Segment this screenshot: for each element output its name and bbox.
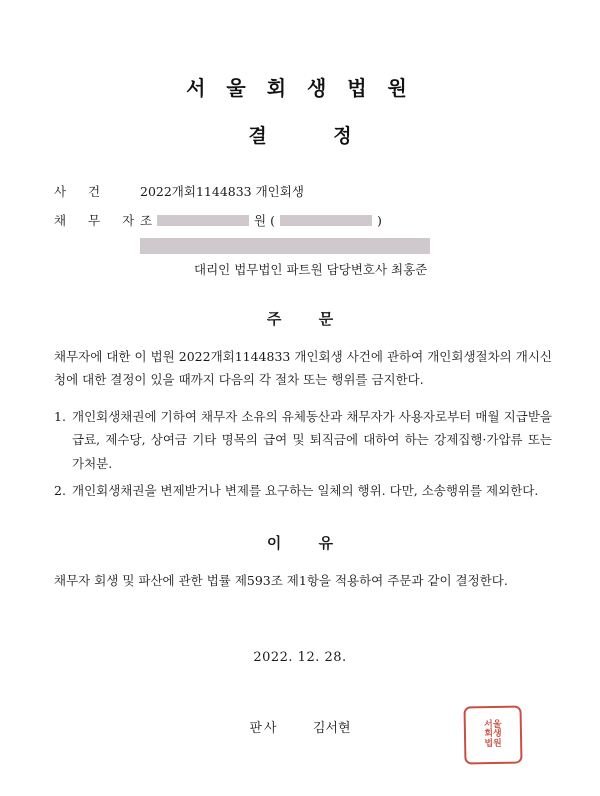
list-item (54, 405, 552, 474)
debtor-label: 채 무 자 (54, 213, 144, 228)
reason-body (0, 569, 600, 592)
attorney-line: 대리인 법무법인 파트원 담당변호사 최홍준 (194, 262, 428, 277)
redaction-block-name (157, 215, 249, 226)
debtor-suffix: 원 (254, 213, 267, 228)
redaction-block-id (280, 215, 372, 226)
list-item-number: 2. (54, 482, 66, 498)
list-item-text: 개인회생채권에 기하여 채무자 소유의 유체동산과 채무자가 사용자로부터 매월 지급받을 급료, 제수당, 상여금 기타 명목의 급여 및 퇴직금에 대하여 하는 강제집행·가압류 또는 가처분. (72, 409, 552, 471)
reason-heading: 이 유 (266, 533, 350, 552)
order-item-list (0, 405, 600, 502)
debtor-value (140, 211, 546, 229)
decision-date: 2022. 12. 28. (253, 649, 347, 665)
case-metadata (0, 182, 600, 278)
reason-paragraph: 채무자 회생 및 파산에 관한 법률 제593조 제1항을 적용하여 주문과 같이 결정한다. (54, 572, 508, 588)
list-item-text: 개인회생채권을 변제받거나 변제를 요구하는 일체의 행위. 다만, 소송행위를 제외한다. (72, 482, 539, 498)
judge-role-label: 판사 (249, 720, 279, 736)
order-heading: 주 문 (266, 310, 350, 328)
debtor-surname: 조 (140, 213, 153, 228)
document-title: 결 정 (248, 125, 382, 147)
order-body (0, 345, 600, 391)
redaction-block-address (140, 238, 430, 254)
list-item (54, 479, 552, 502)
list-item-number: 1. (54, 409, 66, 425)
redaction-paren-close: ) (376, 213, 382, 228)
redaction-paren-open: ( (270, 213, 275, 228)
judge-name: 김서현 (312, 720, 351, 736)
case-number-label: 사 건 (54, 184, 110, 199)
case-number-row (54, 182, 546, 200)
case-number-value: 2022개회1144833 개인회생 (140, 184, 304, 199)
court-seal-text: 서울 회생 법원 (484, 719, 502, 749)
debtor-row (54, 211, 546, 229)
court-title: 서 울 회 생 법 원 (186, 76, 414, 100)
order-paragraph: 채무자에 대한 이 법원 2022개회1144833 개인회생 사건에 관하여 개인회생절차의 개시신청에 대한 결정이 있을 때까지 다음의 각 절차 또는 행위를 금지한다. (54, 349, 552, 388)
court-seal-stamp (463, 705, 522, 764)
document-page (0, 72, 600, 796)
